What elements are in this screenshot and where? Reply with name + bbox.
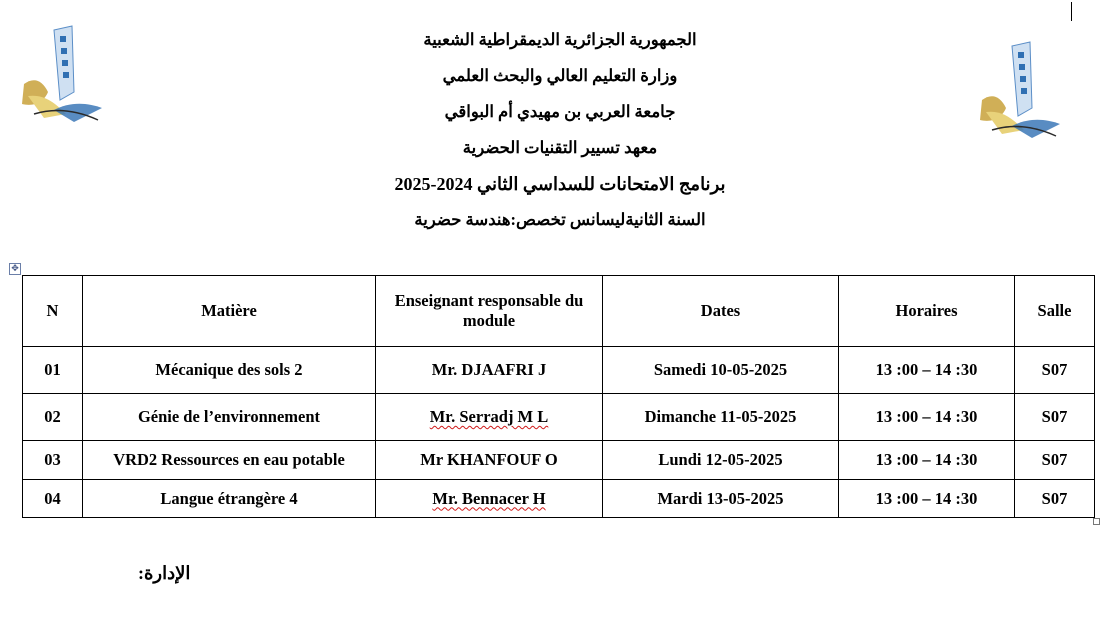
cell-enseignant: Mr. DJAAFRI J	[376, 347, 603, 394]
university-logo-right	[972, 38, 1064, 148]
cell-n: 03	[23, 441, 83, 480]
column-header-horaires: Horaires	[839, 276, 1015, 347]
cell-date: Dimanche 11-05-2025	[603, 394, 839, 441]
cell-salle: S07	[1015, 441, 1095, 480]
cell-matiere: VRD2 Ressources en eau potable	[83, 441, 376, 480]
university-logo-left	[14, 22, 106, 132]
cell-date: Mardi 13-05-2025	[603, 480, 839, 518]
table-move-handle-icon[interactable]: ✥	[9, 263, 21, 275]
header-ministry: وزارة التعليم العالي والبحث العلمي	[442, 66, 678, 85]
column-header-salle: Salle	[1015, 276, 1095, 347]
cell-enseignant	[376, 480, 603, 518]
table-row	[23, 441, 1095, 480]
cell-horaire: 13 :00 – 14 :30	[839, 394, 1015, 441]
cell-salle: S07	[1015, 347, 1095, 394]
column-header-n: N	[23, 276, 83, 347]
cell-enseignant	[376, 394, 603, 441]
table-row	[23, 347, 1095, 394]
header-republic: الجمهورية الجزائرية الديمقراطية الشعبية	[423, 30, 697, 49]
cell-date: Samedi 10-05-2025	[603, 347, 839, 394]
cell-salle: S07	[1015, 480, 1095, 518]
cell-date: Lundi 12-05-2025	[603, 441, 839, 480]
cell-salle: S07	[1015, 394, 1095, 441]
column-header-enseignant: Enseignant responsable du module	[376, 276, 603, 347]
cell-enseignant-text: Mr. Serradj M L	[429, 407, 549, 426]
header-institute: معهد تسيير التقنيات الحضرية	[462, 138, 658, 157]
cell-matiere: Mécanique des sols 2	[83, 347, 376, 394]
header-program-title: برنامج الامتحانات للسداسي الثاني 2024-2025	[394, 174, 726, 194]
column-header-matiere: Matière	[83, 276, 376, 347]
text-cursor	[1071, 2, 1072, 21]
cell-matiere: Génie de l’environnement	[83, 394, 376, 441]
header-university: جامعة العربي بن مهيدي أم البواقي	[444, 102, 676, 121]
cell-matiere: Langue étrangère 4	[83, 480, 376, 518]
administration-signature-label: الإدارة:	[138, 563, 191, 583]
table-row	[23, 394, 1095, 441]
cell-horaire: 13 :00 – 14 :30	[839, 441, 1015, 480]
cell-n: 02	[23, 394, 83, 441]
cell-horaire: 13 :00 – 14 :30	[839, 347, 1015, 394]
cell-enseignant-text: Mr. Bennacer H	[432, 488, 546, 508]
header-year-specialty: السنة الثانيةليسانس تخصص:هندسة حضرية	[414, 210, 706, 229]
cell-n: 04	[23, 480, 83, 518]
table-row	[23, 480, 1095, 518]
table-resize-handle[interactable]	[1093, 518, 1100, 525]
table-header-row	[23, 276, 1095, 347]
cell-enseignant: Mr KHANFOUF O	[376, 441, 603, 480]
document-header	[300, 30, 820, 246]
cell-horaire: 13 :00 – 14 :30	[839, 480, 1015, 518]
exam-schedule-table	[22, 275, 1095, 518]
cell-n: 01	[23, 347, 83, 394]
column-header-dates: Dates	[603, 276, 839, 347]
